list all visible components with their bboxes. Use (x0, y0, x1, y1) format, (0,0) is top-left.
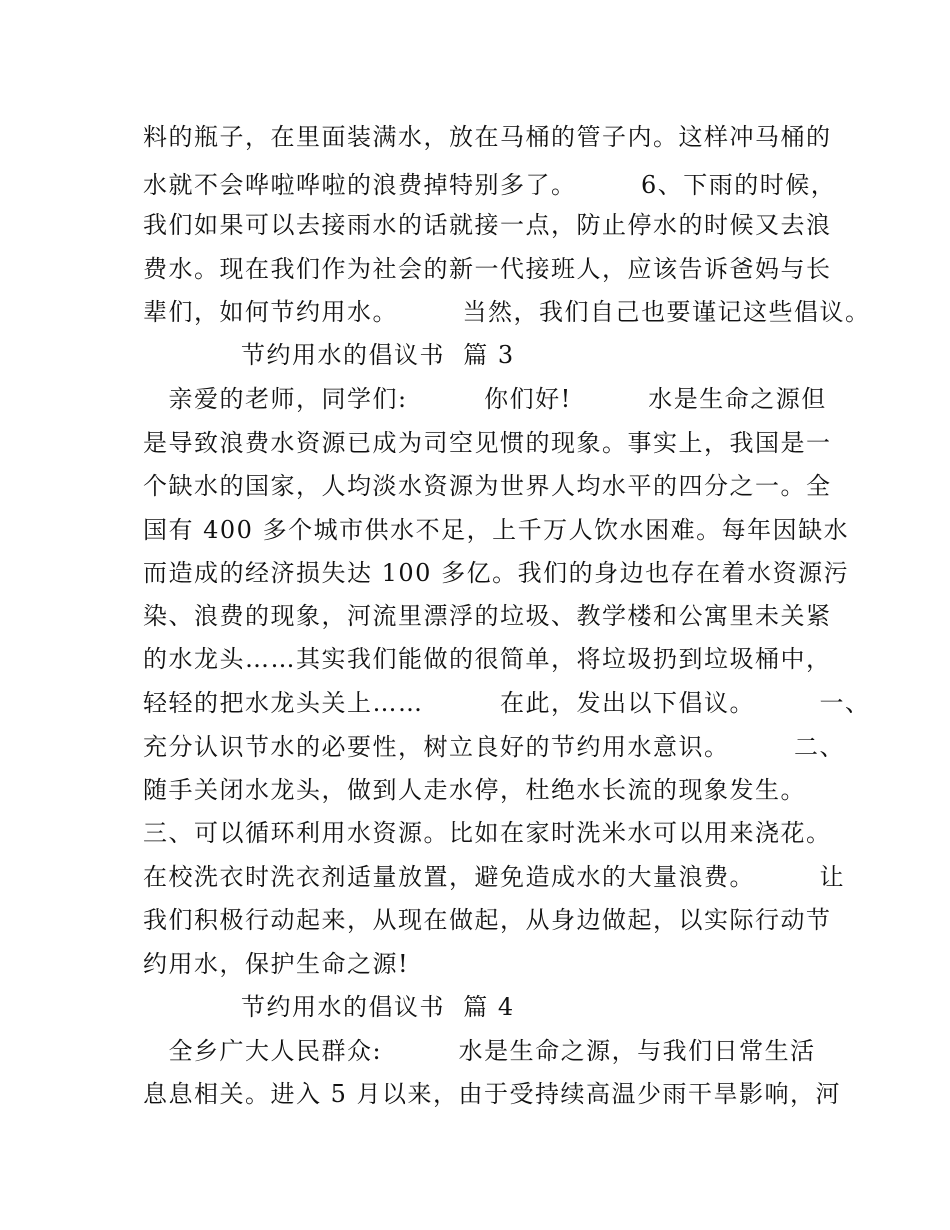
body-text-line: 费水。现在我们作为社会的新一代接班人，应该告诉爸妈与长 (143, 255, 832, 283)
section-heading: 节约用水的倡议书 篇 4 (241, 993, 515, 1021)
body-text-line: 是导致浪费水资源已成为司空见惯的现象。事实上，我国是一 (143, 429, 832, 457)
body-text-line: 我们如果可以去接雨水的话就接一点，防止停水的时候又去浪 (143, 211, 832, 239)
body-text-line: 在校洗衣时洗衣剂适量放置，避免造成水的大量浪费。 让 (143, 863, 845, 891)
body-text-line: 轻轻的把水龙头关上…… 在此，发出以下倡议。 一、 (143, 689, 871, 717)
body-text-line: 辈们，如何节约用水。 当然，我们自己也要谨记这些倡议。 (143, 298, 871, 326)
body-text-line: 约用水，保护生命之源! (143, 950, 410, 978)
body-text-line: 水就不会哗啦哗啦的浪费掉特别多了。 6、下雨的时候， (143, 171, 837, 199)
section-heading: 节约用水的倡议书 篇 3 (241, 341, 515, 369)
body-text-line: 息息相关。进入 5 月以来，由于受持续高温少雨干旱影响，河 (143, 1080, 842, 1108)
body-text-line: 亲爱的老师，同学们: 你们好! 水是生命之源但 (143, 385, 827, 413)
body-text-line: 的水龙头……其实我们能做的很简单，将垃圾扔到垃圾桶中， (143, 645, 832, 673)
body-text-line: 而造成的经济损失达 100 多亿。我们的身边也存在着水资源污 (143, 559, 850, 587)
body-text-line: 全乡广大人民群众: 水是生命之源，与我们日常生活 (143, 1037, 816, 1065)
body-text-line: 我们积极行动起来，从现在做起，从身边做起，以实际行动节 (143, 906, 832, 934)
body-text-line: 料的瓶子，在里面装满水，放在马桶的管子内。这样冲马桶的 (143, 123, 832, 151)
body-text-line: 个缺水的国家，人均淡水资源为世界人均水平的四分之一。全 (143, 472, 832, 500)
body-text-line: 国有 400 多个城市供水不足，上千万人饮水困难。每年因缺水 (143, 516, 850, 544)
body-text-line: 三、可以循环利用水资源。比如在家时洗米水可以用来浇花。 (143, 819, 832, 847)
body-text-line: 随手关闭水龙头，做到人走水停，杜绝水长流的现象发生。 (143, 776, 806, 804)
body-text-line: 充分认识节水的必要性，树立良好的节约用水意识。 二、 (143, 733, 845, 761)
body-text-line: 染、浪费的现象，河流里漂浮的垃圾、教学楼和公寓里未关紧 (143, 602, 832, 630)
